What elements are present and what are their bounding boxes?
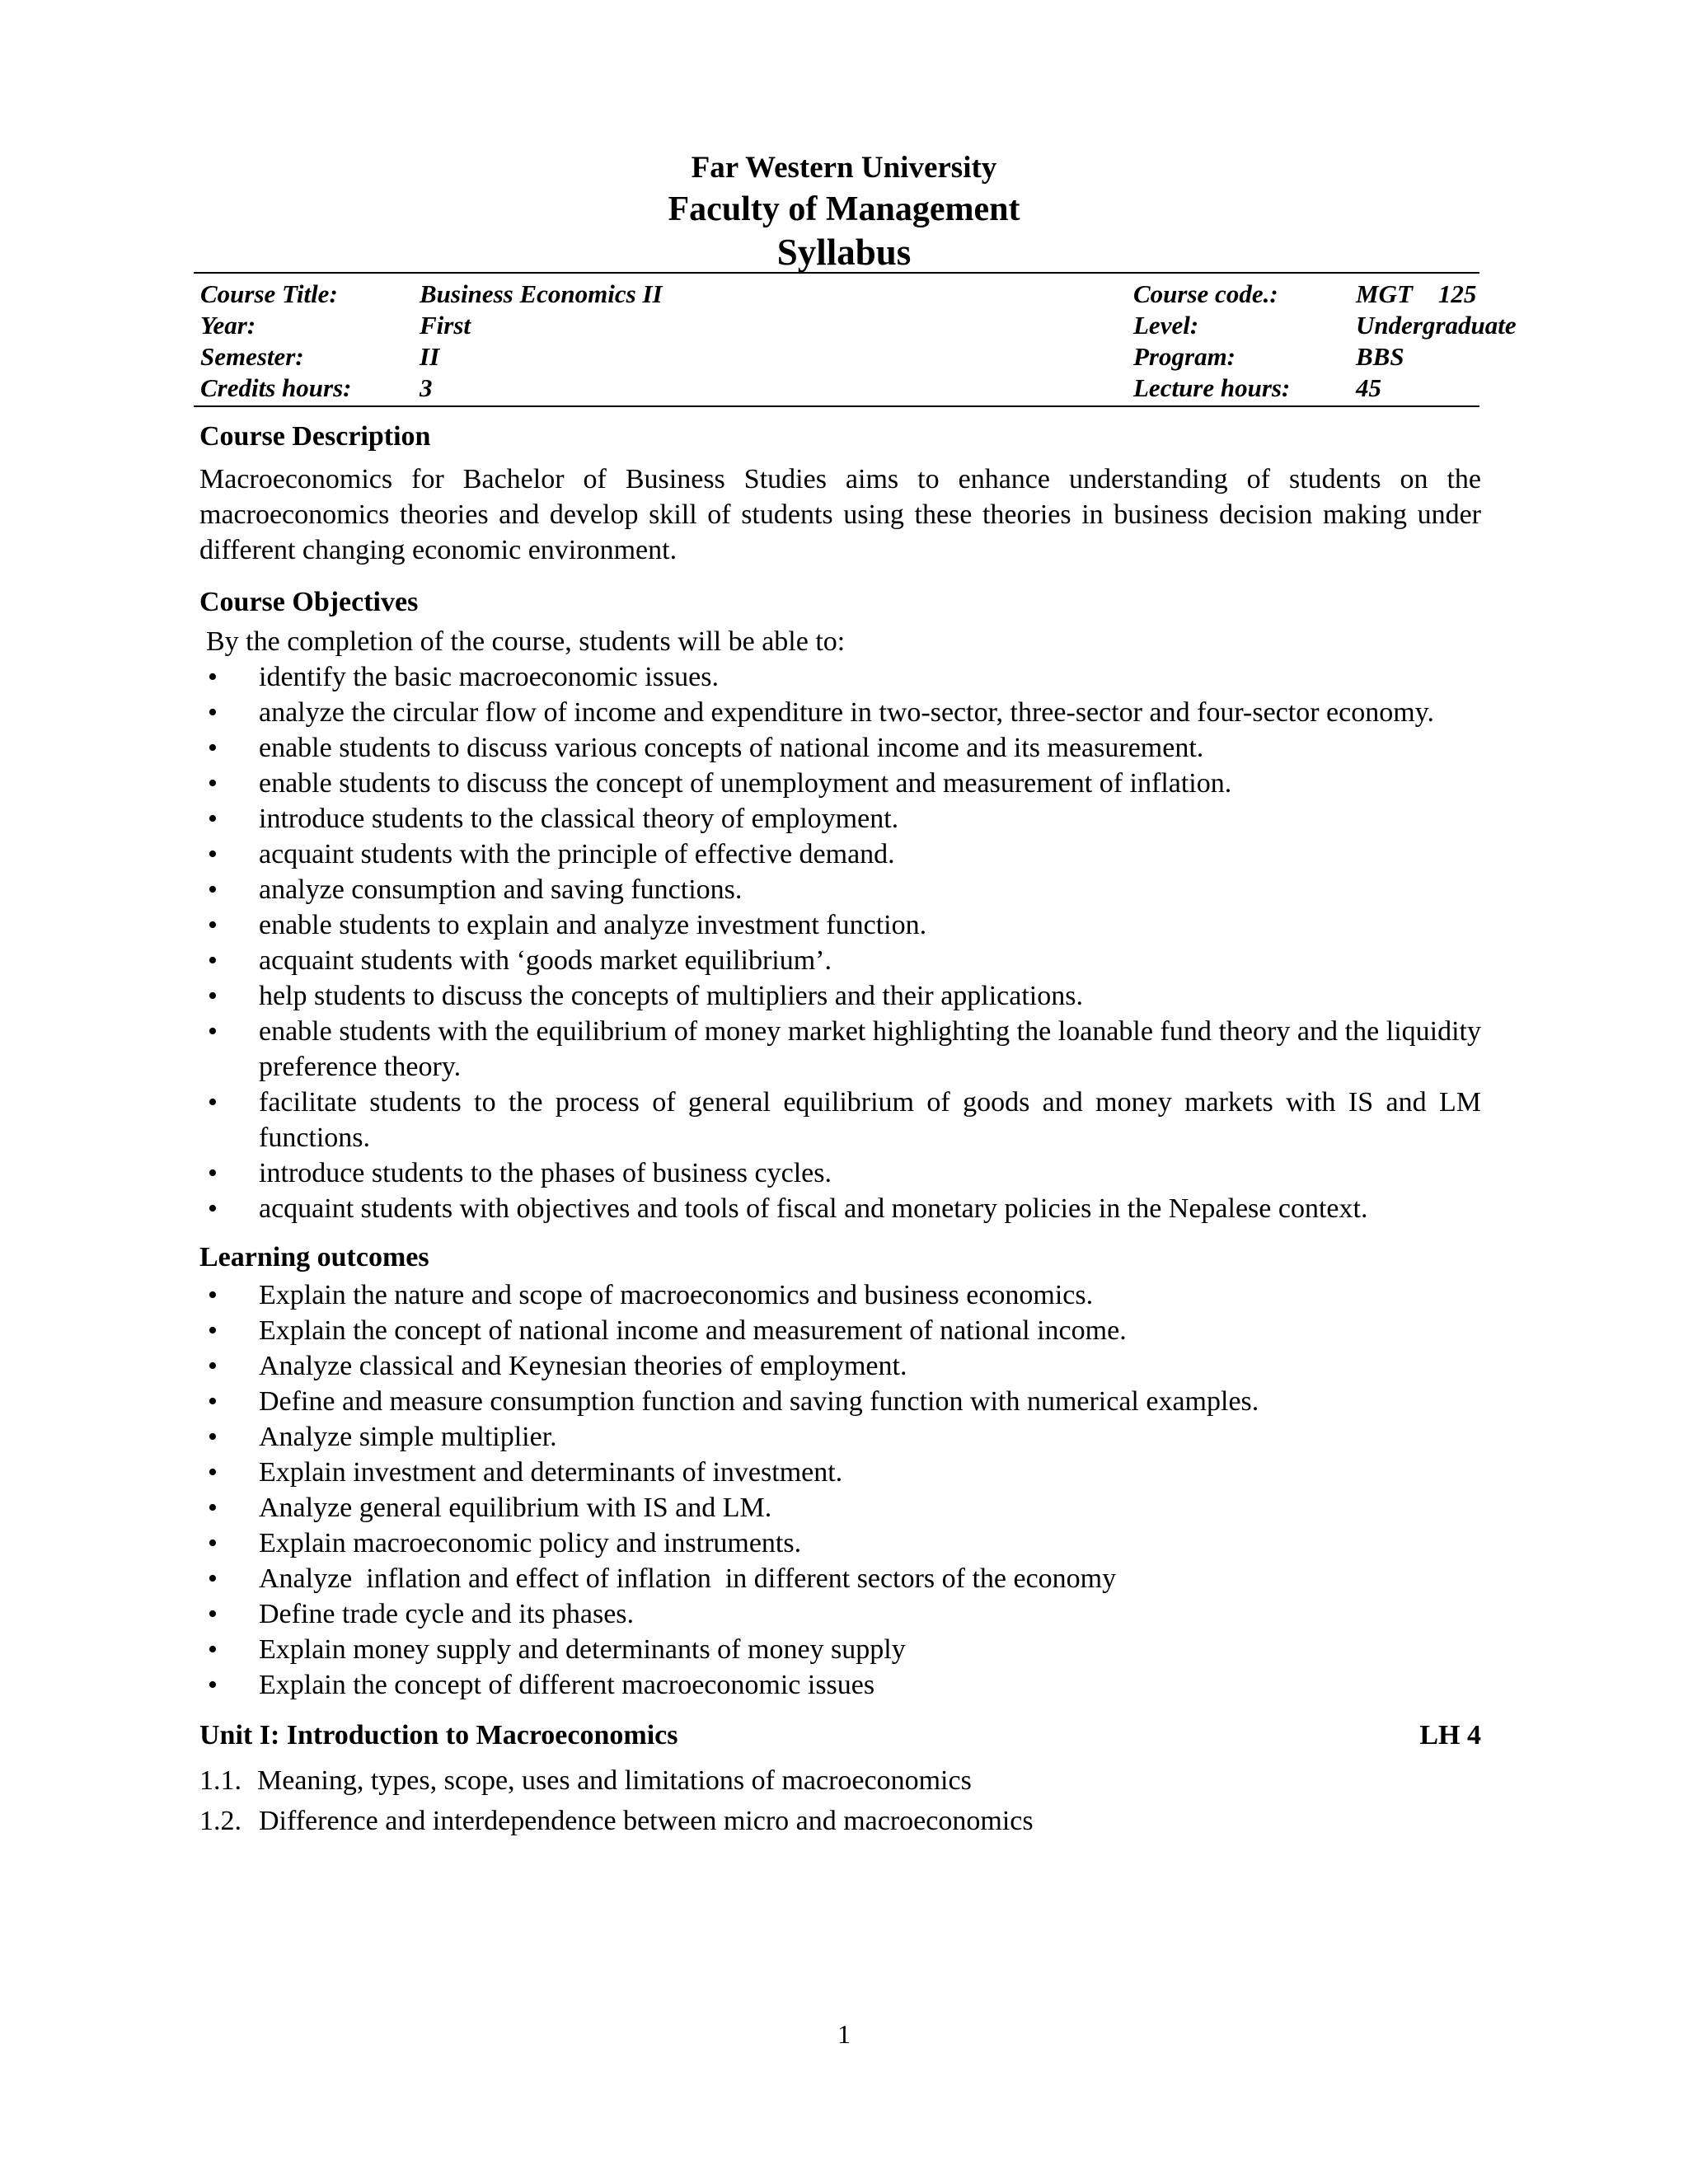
info-value: BBS [1356,342,1404,371]
page-number: 1 [837,2019,851,2049]
subtopic-number: 1.1. [199,1765,241,1796]
list-item: • enable students to discuss the concept of unemployment and measurement of inflation. [199,766,1481,801]
document-body [199,419,1481,1839]
document-type: Syllabus [776,232,912,273]
list-item: • Analyze simple multiplier. [199,1419,1481,1455]
learning-outcomes-heading: Learning outcomes [199,1242,429,1272]
list-item: • Analyze classical and Keynesian theories of employment. [199,1348,1481,1384]
list-item: • enable students with the equilibrium of money market highlighting the loanable fund theory and the liquidity preference theory. [199,1014,1481,1085]
list-item: • enable students to explain and analyze investment function. [199,907,1481,943]
list-item: • introduce students to the classical theory of employment. [199,801,1481,837]
document-header [0,148,1688,274]
info-value: II [420,342,440,371]
unit-subtopic [199,1803,1481,1839]
info-value: Business Economics II [420,279,663,308]
info-label: Credits hours: [200,373,352,402]
info-value: MGT 125 [1356,279,1477,308]
list-item: • Explain money supply and determinants of money supply [199,1632,1481,1667]
info-value: 3 [420,373,433,402]
unit-heading [199,1718,1481,1753]
info-label: Year: [200,311,256,340]
info-label: Lecture hours: [1133,373,1291,402]
info-label: Course Title: [200,279,338,308]
info-value: Undergraduate [1356,311,1517,340]
list-item: • analyze the circular flow of income and expenditure in two-sector, three-sector and four-sector economy. [199,695,1481,730]
list-item: • Explain the nature and scope of macroeconomics and business economics. [199,1277,1481,1313]
info-label: Course code.: [1133,279,1278,308]
list-item: • Define and measure consumption function and saving function with numerical examples. [199,1384,1481,1419]
course-info-row [194,279,1479,310]
unit-lecture-hours: LH 4 [1419,1720,1481,1750]
info-value: First [420,311,471,340]
list-item: • analyze consumption and saving functions. [199,872,1481,907]
info-label: Level: [1133,311,1199,340]
list-item: • Explain investment and determinants of investment. [199,1455,1481,1490]
subtopic-text: Meaning, types, scope, uses and limitations of macroeconomics [257,1765,972,1796]
course-objectives-heading: Course Objectives [199,587,419,617]
subtopic-number: 1.2. [199,1806,241,1836]
list-item: • Analyze inflation and effect of inflation in different sectors of the economy [199,1561,1481,1596]
list-item: • Explain the concept of national income and measurement of national income. [199,1313,1481,1348]
unit-subtopic [199,1763,1481,1798]
info-label: Semester: [200,342,304,371]
course-description-text: Macroeconomics for Bachelor of Business Studies aims to enhance understanding of students on the macroeconomics theories and develop skill of students using these theories in business decision making under different changing economic environment. [199,464,1481,565]
objectives-list [199,659,1481,1226]
course-info-row [194,310,1517,341]
list-item: • Analyze general equilibrium with IS and LM. [199,1490,1481,1526]
course-description-heading: Course Description [199,421,431,452]
list-item: • Explain the concept of different macroeconomic issues [199,1667,1481,1703]
info-label: Program: [1133,342,1236,371]
subtopic-text: Difference and interdependence between micro and macroeconomics [259,1806,1034,1836]
faculty-name: Faculty of Management [668,190,1020,228]
university-name: Far Western University [691,151,997,185]
list-item: • Define trade cycle and its phases. [199,1596,1481,1632]
list-item: • acquaint students with the principle of effective demand. [199,837,1481,872]
list-item: • facilitate students to the process of general equilibrium of goods and money markets with IS and LM functions. [199,1085,1481,1155]
list-item: • enable students to discuss various concepts of national income and its measurement. [199,730,1481,766]
list-item: • identify the basic macroeconomic issues. [199,659,1481,695]
list-item: • acquaint students with ‘goods market equilibrium’. [199,943,1481,978]
unit-title: Unit I: Introduction to Macroeconomics [199,1720,678,1750]
course-info-row [194,341,1479,373]
list-item: • introduce students to the phases of business cycles. [199,1155,1481,1191]
list-item: • help students to discuss the concepts of multipliers and their applications. [199,978,1481,1014]
info-value: 45 [1356,373,1381,402]
list-item: • Explain macroeconomic policy and instruments. [199,1526,1481,1561]
course-info-table [194,272,1517,407]
objectives-intro: By the completion of the course, students will be able to: [206,626,846,657]
list-item: • acquaint students with objectives and tools of fiscal and monetary policies in the Nepalese context. [199,1191,1481,1226]
course-info-row [194,373,1479,404]
outcomes-list [199,1277,1481,1703]
